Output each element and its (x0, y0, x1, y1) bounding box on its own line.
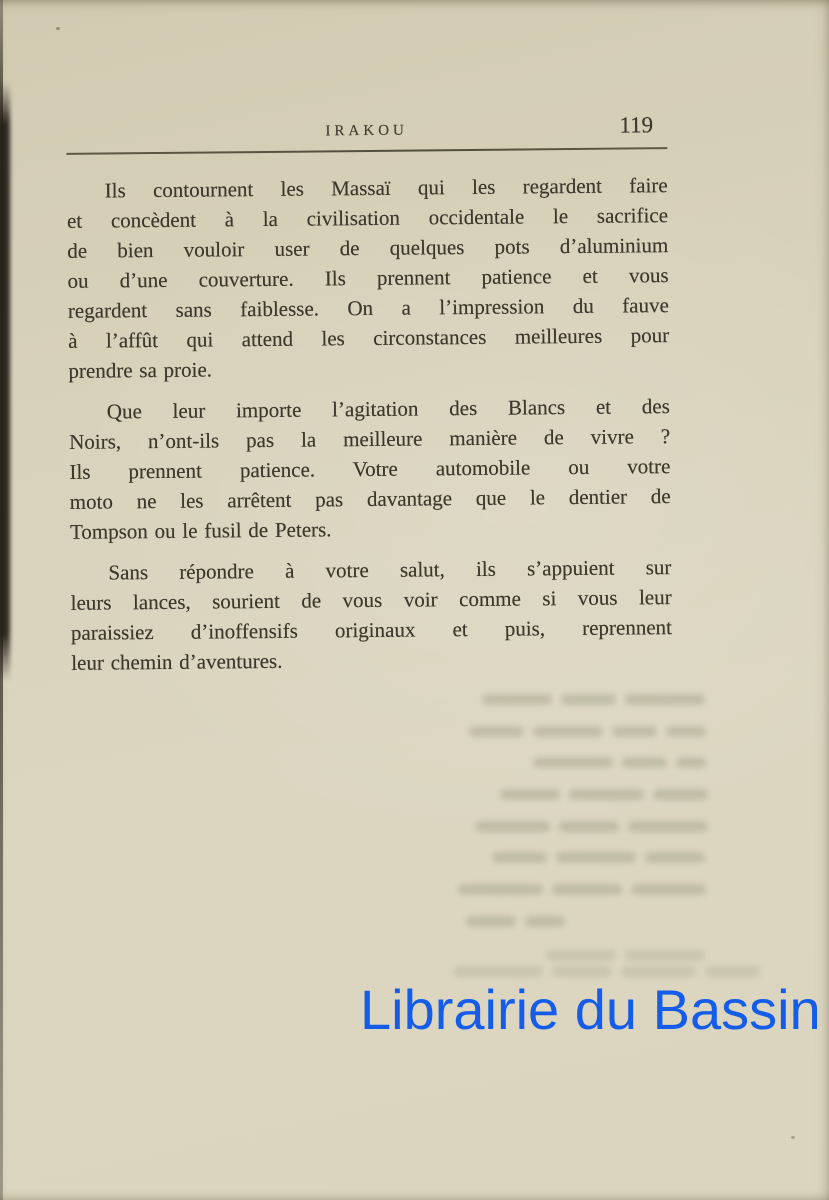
watermark-text: Librairie du Bassin (360, 978, 821, 1041)
showthrough-line (520, 950, 705, 961)
photo-left-edge (0, 0, 3, 1200)
text-line: Sans répondre à votre salut, ils s’appuient sur (108, 555, 672, 585)
text-line: paraissiez d’inoffensifs originaux et puis, reprennent (70, 615, 673, 645)
text-line: Tompson ou le fusil de Peters. (69, 517, 332, 544)
text-line: moto ne les arrêtent pas davantage que le dentier de (69, 484, 671, 514)
paragraph-3 (70, 552, 672, 678)
showthrough-line (440, 884, 706, 895)
body-text (67, 170, 673, 678)
paragraph-2 (69, 391, 671, 547)
paper-speck (56, 27, 60, 30)
text-line: Ils contournent les Massaï qui les regardent faire (104, 173, 668, 203)
paragraph-1 (67, 170, 670, 386)
text-line: ou d’une couverture. Ils prennent patience et vous (67, 263, 669, 293)
page-content (66, 111, 672, 678)
showthrough-line (470, 757, 706, 768)
text-line: à l’affût qui attend les circonstances meilleures pour (68, 323, 670, 353)
text-line: prendre sa proie. (68, 357, 213, 383)
text-line: leur chemin d’aventures. (71, 648, 283, 675)
running-title: IRAKOU (325, 122, 408, 140)
paper-speck (791, 1136, 795, 1139)
showthrough-line (335, 966, 760, 977)
text-line: leurs lances, sourient de vous voir comme si vous leur (70, 585, 672, 615)
page-number: 119 (619, 112, 654, 138)
text-line: Noirs, n’ont-ils pas la meilleure manière de vivre ? (69, 424, 671, 454)
showthrough-line (448, 726, 706, 737)
page-header (66, 111, 667, 151)
text-line: et concèdent à la civilisation occidentale le sacrifice (66, 203, 669, 233)
text-line: regardent sans faiblesse. On a l’impression du fauve (67, 293, 669, 323)
showthrough-line (448, 789, 708, 800)
text-line: de bien vouloir user de quelques pots d’aluminium (67, 233, 669, 263)
showthrough-line (455, 694, 705, 705)
showthrough-line (450, 916, 565, 927)
showthrough-line (450, 852, 705, 863)
text-line: Ils prennent patience. Votre automobile ou votre (69, 454, 671, 484)
text-line: Que leur importe l’agitation des Blancs et des (106, 394, 670, 424)
showthrough-line (440, 821, 708, 832)
